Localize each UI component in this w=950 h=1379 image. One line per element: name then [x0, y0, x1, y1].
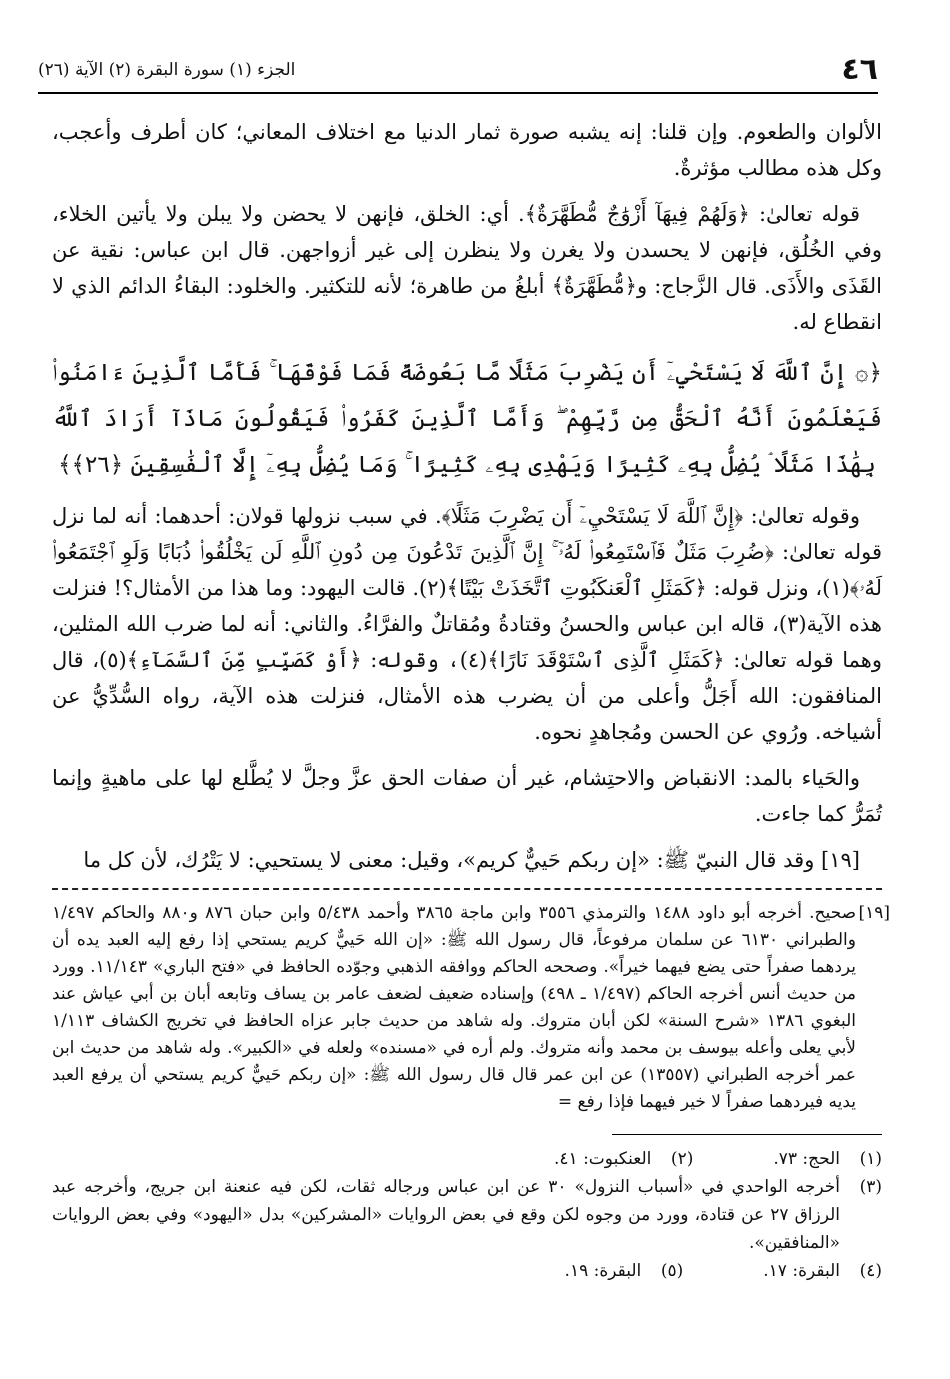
- quran-verse-26: ﴿۞ إِنَّ ٱللَّهَ لَا يَسْتَحْيِۦٓ أَن يَضْرِبَ مَثَلًا مَّا بَعُوضَةً فَمَا فَوْقَهَا ۚ فَأَمَّا ٱلَّذِينَ ءَامَنُوا۟ فَيَعْلَمُونَ أَنَّهُ ٱلْحَقُّ مِن رَّبِّهِمْ ۖ وَأَمَّا ٱلَّذِينَ كَفَرُوا۟ فَيَقُولُونَ مَاذَآ أَرَادَ ٱللَّهُ بِهَٰذَا مَثَلًا ۘ يُضِلُّ بِهِۦ كَثِيرًا وَيَهْدِى بِهِۦ كَثِيرًا ۚ وَمَا يُضِلُّ بِهِۦٓ إِلَّا ٱلْفَٰسِقِينَ ﴿٢٦﴾﴾: [52, 360, 882, 478]
- takhrij-marker: [١٩]: [858, 903, 890, 923]
- footnote-number: (٥): [660, 1261, 684, 1281]
- footnote-rule: [612, 1134, 882, 1135]
- paragraph-colors-tastes: الألوان والطعوم. وإن قلنا: إنه يشبه صورة ثمار الدنيا مع اختلاف المعاني؛ كان أطرف وأعجب، وكل هذه مطالب مؤثرةٌ.: [52, 120, 882, 180]
- paragraph-hadith-19: [١٩] وقد قال النبيّ ﷺ: «إن ربكم حَييٌّ كريم»، وقيل: معنى لا يستحيي: لا يَتْرُك، لأن كل ما: [83, 848, 860, 872]
- footnote-number: (١): [859, 1149, 882, 1169]
- paragraph-purified-spouses: قوله تعالىٰ: ﴿وَلَهُمْ فِيهَآ أَزْوَٰجٌ مُّطَهَّرَةٌ﴾. أي: الخلق، فإنهن لا يحضن ولا يبلن ولا يأتين الخلاء، وفي الخُلُق، فإنهن لا يحسدن ولا يغرن ولا ينظرن إلى غير أزواجهن. قال ابن عباس: نقية عن القَذَى والأَذَى. قال الزَّجاج: و﴿مُّطَهَّرَةٌ﴾ أبلغُ من طاهرة؛ لأنه للتكثير. والخلود: البقاءُ الدائم الذي لا انقطاع له.: [52, 202, 882, 334]
- page-header: [38, 52, 878, 94]
- footnote-text: العنكبوت: ٤١.: [554, 1149, 652, 1169]
- takhrij-note-19: [52, 900, 890, 1116]
- footnote-text: الحج: ٧٣.: [773, 1149, 840, 1169]
- running-head: الجزء (١) سورة البقرة (٢) الآية (٢٦): [38, 60, 296, 80]
- footnotes: [52, 1145, 882, 1285]
- footnote-number: (٣): [859, 1177, 882, 1197]
- page-number: ٤٦: [841, 52, 878, 87]
- footnote-text: البقرة: ١٩.: [564, 1261, 642, 1281]
- paragraph-haya-definition: والحَياء بالمد: الانقباض والاحتِشام، غير أن صفات الحق عزَّ وجلَّ لا يُطَّلع لها على ماهيةٍ وإنما تُمَرُّ كما جاءت.: [52, 766, 882, 826]
- footnote-row: [52, 1173, 882, 1257]
- footnote-row: [52, 1257, 882, 1285]
- footnote-row: [52, 1145, 882, 1173]
- footnote-number: (٢): [670, 1149, 694, 1169]
- paragraph-revelation-cause: وقوله تعالىٰ: ﴿إِنَّ ٱللَّهَ لَا يَسْتَحْيِۦٓ أَن يَضْرِبَ مَثَلًا﴾. في سبب نزولها قولان: أحدهما: أنه لما نزل قوله تعالىٰ: ﴿ضُرِبَ مَثَلٌ فَٱسْتَمِعُوا۟ لَهُۥٓ ۚ إِنَّ ٱلَّذِينَ تَدْعُونَ مِن دُونِ ٱللَّهِ لَن يَخْلُقُوا۟ ذُبَابًا وَلَوِ ٱجْتَمَعُوا۟ لَهُۥ﴾(١)، ونزل قوله: ﴿كَمَثَلِ ٱلْعَنكَبُوتِ ٱتَّخَذَتْ بَيْتًا﴾(٢). قالت اليهود: وما هذا من الأمثال؟! فنزلت هذه الآية(٣)، قاله ابن عباس والحسنُ وقتادةُ ومُقاتلٌ والفرَّاءُ. والثاني: أنه لما ضرب الله المثلين، وهما قوله تعالىٰ: ﴿كَمَثَلِ ٱلَّذِى ٱسْتَوْقَدَ نَارًا﴾(٤)، وقوله: ﴿أَوْ كَصَيِّبٍ مِّنَ ٱلسَّمَآءِ﴾(٥)، قال المنافقون: الله أَجَلُّ وأعلى من أن يضرب هذه الأمثال، فنزلت هذه الآية، رواه السُّدِّيُّ عن أشياخه. ورُوي عن الحسن ومُجاهدٍ نحوه.: [52, 504, 882, 744]
- footnote-text: أخرجه الواحدي في «أسباب النزول» ٣٠ عن ابن عباس ورجاله ثقات، لكن فيه عنعنة ابن جريج، وأخرجه عبد الرزاق ٢٧ عن قتادة، وورد من وجوه لكن وقع في بعض الروايات «المشركين» بدل «اليهود» وفي بعض الروايات «المنافقين».: [52, 1177, 841, 1253]
- footnote-text: البقرة: ١٧.: [763, 1261, 840, 1281]
- takhrij-text: صحيح. أخرجه أبو داود ١٤٨٨ والترمذي ٣٥٥٦ وابن ماجة ٣٨٦٥ وأحمد ٥/٤٣٨ وابن حبان ٨٧٦ و٨٨٠ والحاكم ١/٤٩٧ والطبراني ٦١٣٠ عن سلمان مرفوعاً، قال رسول الله ﷺ: «إن الله حَييٌّ كريم يستحي إذا رفع إليه العبد يده أن يردهما صفراً حتى يضع فيهما خيراً». وصححه الحاكم ووافقه الذهبي وجوّده الحافظ في «فتح الباري» ١١/١٤٣. وورد من حديث أنس أخرجه الحاكم (١/٤٩٧ ـ ٤٩٨) وإسناده ضعيف لضعف عامر بن يساف وتابعه أبان بن أبي عياش عند البغوي ١٣٨٦ «شرح السنة» لكن أبان متروك. وله شاهد من حديث جابر عزاه الحافظ في تخريج الكشاف ١/١١٣ لأبي يعلى وأعله بيوسف بن محمد وأنه متروك. ولم أره في «مسنده» ولعله في «الكبير». وله شاهد من حديث ابن عمر أخرجه الطبراني (١٣٥٥٧) عن ابن عمر قال قال رسول الله ﷺ: «إن ربكم حَييٌّ كريم يستحي أن يرفع العبد يديه فيردهما صفراً لا خير فيهما فإذا رفع =: [52, 903, 857, 1112]
- dashed-separator: [52, 888, 882, 890]
- footnote-number: (٤): [859, 1261, 882, 1281]
- main-text: [52, 114, 890, 1285]
